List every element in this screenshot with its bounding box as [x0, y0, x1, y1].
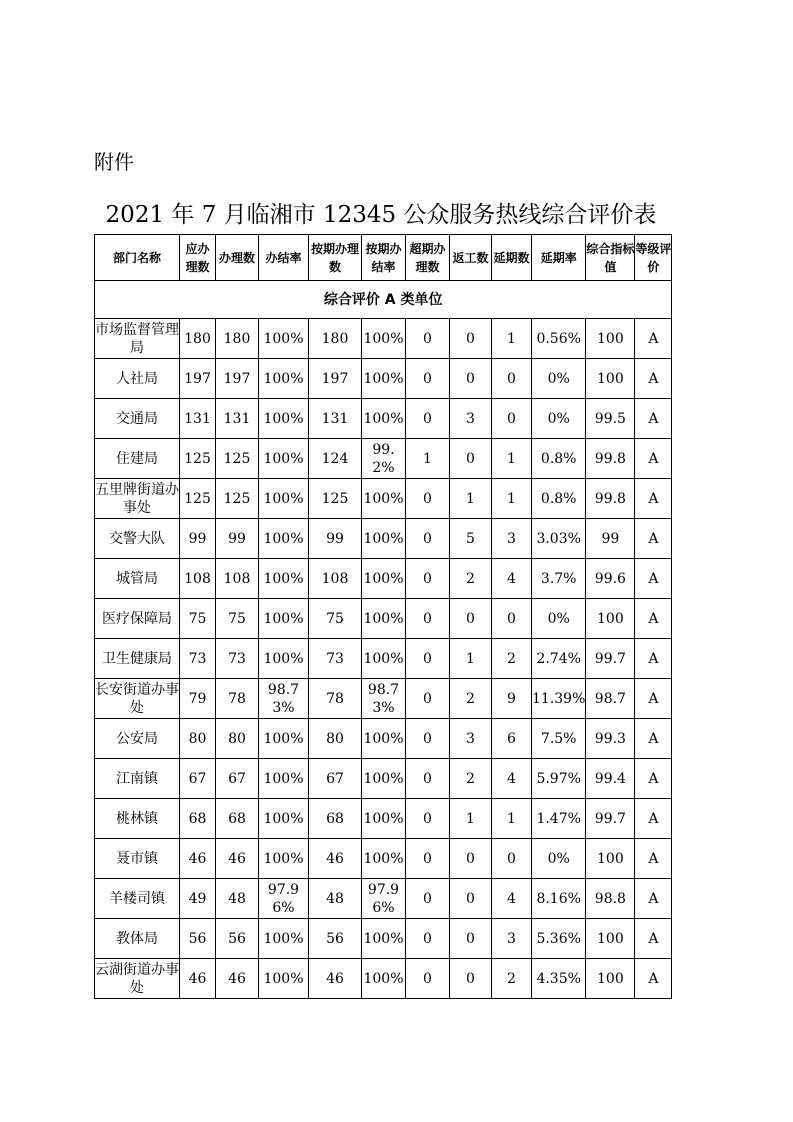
- table-cell: 100: [586, 959, 635, 999]
- table-cell: 11.39%: [532, 679, 586, 719]
- table-cell: 1: [406, 439, 450, 479]
- table-cell: 4: [492, 759, 532, 799]
- table-cell: 98.73%: [259, 679, 309, 719]
- table-cell: 97.96%: [259, 879, 309, 919]
- table-cell: 99: [216, 519, 259, 559]
- table-cell: 67: [309, 759, 362, 799]
- department-name-cell: 交通局: [95, 399, 180, 439]
- table-cell: 46: [180, 839, 216, 879]
- table-cell: 100%: [362, 359, 406, 399]
- department-name-cell: 五里牌街道办事处: [95, 479, 180, 519]
- table-cell: 1.47%: [532, 799, 586, 839]
- table-cell: 125: [309, 479, 362, 519]
- table-row: [95, 839, 672, 879]
- table-cell: 0: [406, 479, 450, 519]
- table-cell: 0: [406, 959, 450, 999]
- table-cell: 100%: [362, 399, 406, 439]
- table-cell: 3.03%: [532, 519, 586, 559]
- table-cell: 78: [309, 679, 362, 719]
- department-name-cell: 住建局: [95, 439, 180, 479]
- table-cell: 56: [180, 919, 216, 959]
- table-cell: 0: [492, 359, 532, 399]
- table-cell: 0: [406, 519, 450, 559]
- table-cell: 80: [216, 719, 259, 759]
- column-header: 综合指标值: [586, 235, 635, 281]
- table-cell: 3: [450, 719, 492, 759]
- table-cell: 108: [309, 559, 362, 599]
- table-row: [95, 519, 672, 559]
- table-cell: 100%: [362, 479, 406, 519]
- table-body: [95, 281, 672, 999]
- table-cell: A: [635, 559, 672, 599]
- department-name-cell: 卫生健康局: [95, 639, 180, 679]
- table-cell: A: [635, 799, 672, 839]
- table-cell: 0: [406, 599, 450, 639]
- table-cell: 1: [492, 319, 532, 359]
- table-cell: 100: [586, 319, 635, 359]
- table-cell: 99.8: [586, 439, 635, 479]
- table-cell: 0: [450, 839, 492, 879]
- department-name-cell: 江南镇: [95, 759, 180, 799]
- table-cell: 4: [492, 559, 532, 599]
- table-cell: 3: [492, 519, 532, 559]
- table-row: [95, 319, 672, 359]
- table-cell: 0%: [532, 839, 586, 879]
- column-header: 应办理数: [180, 235, 216, 281]
- table-cell: 8.16%: [532, 879, 586, 919]
- table-cell: 0: [406, 919, 450, 959]
- table-cell: 0: [406, 679, 450, 719]
- table-cell: A: [635, 919, 672, 959]
- table-cell: A: [635, 759, 672, 799]
- column-header: 延期数: [492, 235, 532, 281]
- table-cell: 131: [216, 399, 259, 439]
- table-cell: 97.96%: [362, 879, 406, 919]
- table-cell: 46: [180, 959, 216, 999]
- table-cell: 0: [450, 919, 492, 959]
- table-cell: 56: [309, 919, 362, 959]
- department-name-cell: 云湖街道办事处: [95, 959, 180, 999]
- table-cell: 100%: [259, 359, 309, 399]
- table-cell: 100%: [259, 439, 309, 479]
- table-cell: 125: [216, 439, 259, 479]
- table-cell: 46: [216, 839, 259, 879]
- table-cell: 2: [492, 639, 532, 679]
- table-cell: 100%: [259, 559, 309, 599]
- table-cell: 0: [406, 799, 450, 839]
- table-cell: 0: [406, 319, 450, 359]
- column-header: 按期办理数: [309, 235, 362, 281]
- table-cell: 100%: [259, 719, 309, 759]
- table-cell: 0: [492, 399, 532, 439]
- table-cell: 99.5: [586, 399, 635, 439]
- table-cell: 75: [216, 599, 259, 639]
- table-cell: 100%: [259, 639, 309, 679]
- table-cell: A: [635, 479, 672, 519]
- table-cell: 197: [216, 359, 259, 399]
- table-cell: 2: [450, 559, 492, 599]
- table-cell: 99.4: [586, 759, 635, 799]
- table-cell: 100: [586, 599, 635, 639]
- table-cell: 0: [406, 879, 450, 919]
- table-cell: 46: [309, 959, 362, 999]
- table-cell: 100%: [362, 639, 406, 679]
- table-cell: 67: [180, 759, 216, 799]
- table-cell: 100%: [259, 479, 309, 519]
- table-row: [95, 399, 672, 439]
- table-cell: 124: [309, 439, 362, 479]
- table-cell: 0: [492, 839, 532, 879]
- table-cell: 0%: [532, 359, 586, 399]
- column-header: 部门名称: [95, 235, 180, 281]
- table-cell: 1: [492, 799, 532, 839]
- table-cell: 100%: [362, 519, 406, 559]
- table-cell: 197: [309, 359, 362, 399]
- table-cell: 0: [450, 359, 492, 399]
- table-cell: 100%: [362, 319, 406, 359]
- table-cell: 99.8: [586, 479, 635, 519]
- department-name-cell: 长安街道办事处: [95, 679, 180, 719]
- table-cell: 0: [406, 399, 450, 439]
- table-cell: 99.3: [586, 719, 635, 759]
- table-cell: A: [635, 879, 672, 919]
- table-cell: 0.8%: [532, 479, 586, 519]
- table-cell: A: [635, 639, 672, 679]
- table-cell: 100%: [259, 519, 309, 559]
- table-cell: 0: [450, 319, 492, 359]
- table-cell: 3: [450, 399, 492, 439]
- table-cell: 5.36%: [532, 919, 586, 959]
- table-cell: 98.7: [586, 679, 635, 719]
- table-cell: 0.56%: [532, 319, 586, 359]
- category-row: [95, 281, 672, 319]
- department-name-cell: 桃林镇: [95, 799, 180, 839]
- table-cell: 100: [586, 919, 635, 959]
- table-cell: 0.8%: [532, 439, 586, 479]
- table-cell: 48: [309, 879, 362, 919]
- table-cell: 3: [492, 919, 532, 959]
- column-header: 返工数: [450, 235, 492, 281]
- table-cell: A: [635, 359, 672, 399]
- table-cell: 100%: [362, 719, 406, 759]
- table-cell: 75: [309, 599, 362, 639]
- table-cell: 98.73%: [362, 679, 406, 719]
- table-cell: 68: [309, 799, 362, 839]
- table-cell: 4.35%: [532, 959, 586, 999]
- table-cell: 131: [309, 399, 362, 439]
- table-cell: 0: [450, 599, 492, 639]
- table-cell: A: [635, 399, 672, 439]
- table-cell: 100%: [362, 599, 406, 639]
- department-name-cell: 市场监督管理局: [95, 319, 180, 359]
- category-label: 综合评价 A 类单位: [95, 281, 672, 319]
- table-cell: 48: [216, 879, 259, 919]
- table-cell: 98.8: [586, 879, 635, 919]
- table-cell: 100%: [259, 599, 309, 639]
- table-cell: A: [635, 719, 672, 759]
- table-cell: 0: [406, 559, 450, 599]
- column-header: 办结率: [259, 235, 309, 281]
- table-cell: 0: [406, 719, 450, 759]
- table-cell: 0: [406, 759, 450, 799]
- table-cell: 68: [216, 799, 259, 839]
- table-cell: 0: [450, 879, 492, 919]
- column-header: 办理数: [216, 235, 259, 281]
- table-cell: 49: [180, 879, 216, 919]
- table-cell: 100: [586, 359, 635, 399]
- table-row: [95, 759, 672, 799]
- table-cell: 2: [450, 759, 492, 799]
- table-cell: 99: [309, 519, 362, 559]
- table-cell: 100: [586, 839, 635, 879]
- department-name-cell: 人社局: [95, 359, 180, 399]
- table-cell: 4: [492, 879, 532, 919]
- table-cell: 0: [492, 599, 532, 639]
- table-cell: 99: [586, 519, 635, 559]
- table-cell: 99.7: [586, 639, 635, 679]
- table-cell: 125: [180, 439, 216, 479]
- table-cell: 100%: [362, 799, 406, 839]
- department-name-cell: 公安局: [95, 719, 180, 759]
- table-cell: 56: [216, 919, 259, 959]
- column-header: 超期办理数: [406, 235, 450, 281]
- table-cell: 131: [180, 399, 216, 439]
- table-cell: 73: [216, 639, 259, 679]
- department-name-cell: 城管局: [95, 559, 180, 599]
- table-cell: 180: [216, 319, 259, 359]
- table-cell: 46: [309, 839, 362, 879]
- table-cell: A: [635, 599, 672, 639]
- column-header: 等级评价: [635, 235, 672, 281]
- table-cell: A: [635, 679, 672, 719]
- table-cell: A: [635, 959, 672, 999]
- table-cell: 100%: [362, 959, 406, 999]
- header-row: [95, 235, 672, 281]
- table-cell: 100%: [259, 399, 309, 439]
- table-cell: 2: [450, 679, 492, 719]
- department-name-cell: 医疗保障局: [95, 599, 180, 639]
- table-row: [95, 439, 672, 479]
- table-row: [95, 879, 672, 919]
- department-name-cell: 交警大队: [95, 519, 180, 559]
- table-cell: 99.2%: [362, 439, 406, 479]
- table-cell: 0%: [532, 399, 586, 439]
- table-cell: 100%: [259, 759, 309, 799]
- table-cell: 5: [450, 519, 492, 559]
- table-cell: 73: [180, 639, 216, 679]
- table-cell: 80: [180, 719, 216, 759]
- table-cell: A: [635, 439, 672, 479]
- table-cell: 99: [180, 519, 216, 559]
- evaluation-table: [94, 234, 672, 999]
- table-cell: 0: [406, 359, 450, 399]
- table-cell: 0: [450, 439, 492, 479]
- table-cell: 99.6: [586, 559, 635, 599]
- table-cell: 5.97%: [532, 759, 586, 799]
- table-cell: 180: [180, 319, 216, 359]
- table-row: [95, 719, 672, 759]
- table-cell: 100%: [259, 959, 309, 999]
- table-cell: A: [635, 839, 672, 879]
- table-cell: 100%: [259, 799, 309, 839]
- table-cell: 68: [180, 799, 216, 839]
- table-cell: 108: [216, 559, 259, 599]
- table-row: [95, 799, 672, 839]
- table-cell: 125: [180, 479, 216, 519]
- table-row: [95, 479, 672, 519]
- department-name-cell: 教体局: [95, 919, 180, 959]
- table-cell: A: [635, 519, 672, 559]
- table-cell: 2.74%: [532, 639, 586, 679]
- table-cell: 9: [492, 679, 532, 719]
- table-cell: 99.7: [586, 799, 635, 839]
- table-cell: 0%: [532, 599, 586, 639]
- department-name-cell: 聂市镇: [95, 839, 180, 879]
- table-row: [95, 639, 672, 679]
- table-cell: A: [635, 319, 672, 359]
- table-row: [95, 559, 672, 599]
- table-cell: 100%: [362, 839, 406, 879]
- table-cell: 7.5%: [532, 719, 586, 759]
- table-cell: 100%: [259, 839, 309, 879]
- table-cell: 79: [180, 679, 216, 719]
- table-cell: 1: [450, 479, 492, 519]
- column-header: 按期办结率: [362, 235, 406, 281]
- table-cell: 180: [309, 319, 362, 359]
- table-cell: 100%: [259, 319, 309, 359]
- table-cell: 6: [492, 719, 532, 759]
- table-cell: 0: [450, 959, 492, 999]
- table-cell: 100%: [362, 919, 406, 959]
- table-cell: 67: [216, 759, 259, 799]
- table-cell: 3.7%: [532, 559, 586, 599]
- table-cell: 1: [450, 639, 492, 679]
- table-cell: 197: [180, 359, 216, 399]
- table-cell: 1: [492, 439, 532, 479]
- table-row: [95, 679, 672, 719]
- table-cell: 100%: [259, 919, 309, 959]
- table-cell: 75: [180, 599, 216, 639]
- table-cell: 100%: [362, 559, 406, 599]
- column-header: 延期率: [532, 235, 586, 281]
- table-cell: 0: [406, 839, 450, 879]
- department-name-cell: 羊楼司镇: [95, 879, 180, 919]
- table-cell: 100%: [362, 759, 406, 799]
- table-cell: 46: [216, 959, 259, 999]
- page-title: 2021 年 7 月临湘市 12345 公众服务热线综合评价表: [105, 202, 657, 228]
- table-cell: 1: [492, 479, 532, 519]
- table-row: [95, 959, 672, 999]
- table-cell: 78: [216, 679, 259, 719]
- table-row: [95, 599, 672, 639]
- table-cell: 125: [216, 479, 259, 519]
- table-cell: 2: [492, 959, 532, 999]
- table-cell: 80: [309, 719, 362, 759]
- table-row: [95, 919, 672, 959]
- table-row: [95, 359, 672, 399]
- table-cell: 108: [180, 559, 216, 599]
- table-cell: 73: [309, 639, 362, 679]
- table-cell: 1: [450, 799, 492, 839]
- table-cell: 0: [406, 639, 450, 679]
- attachment-label: 附件: [94, 150, 134, 174]
